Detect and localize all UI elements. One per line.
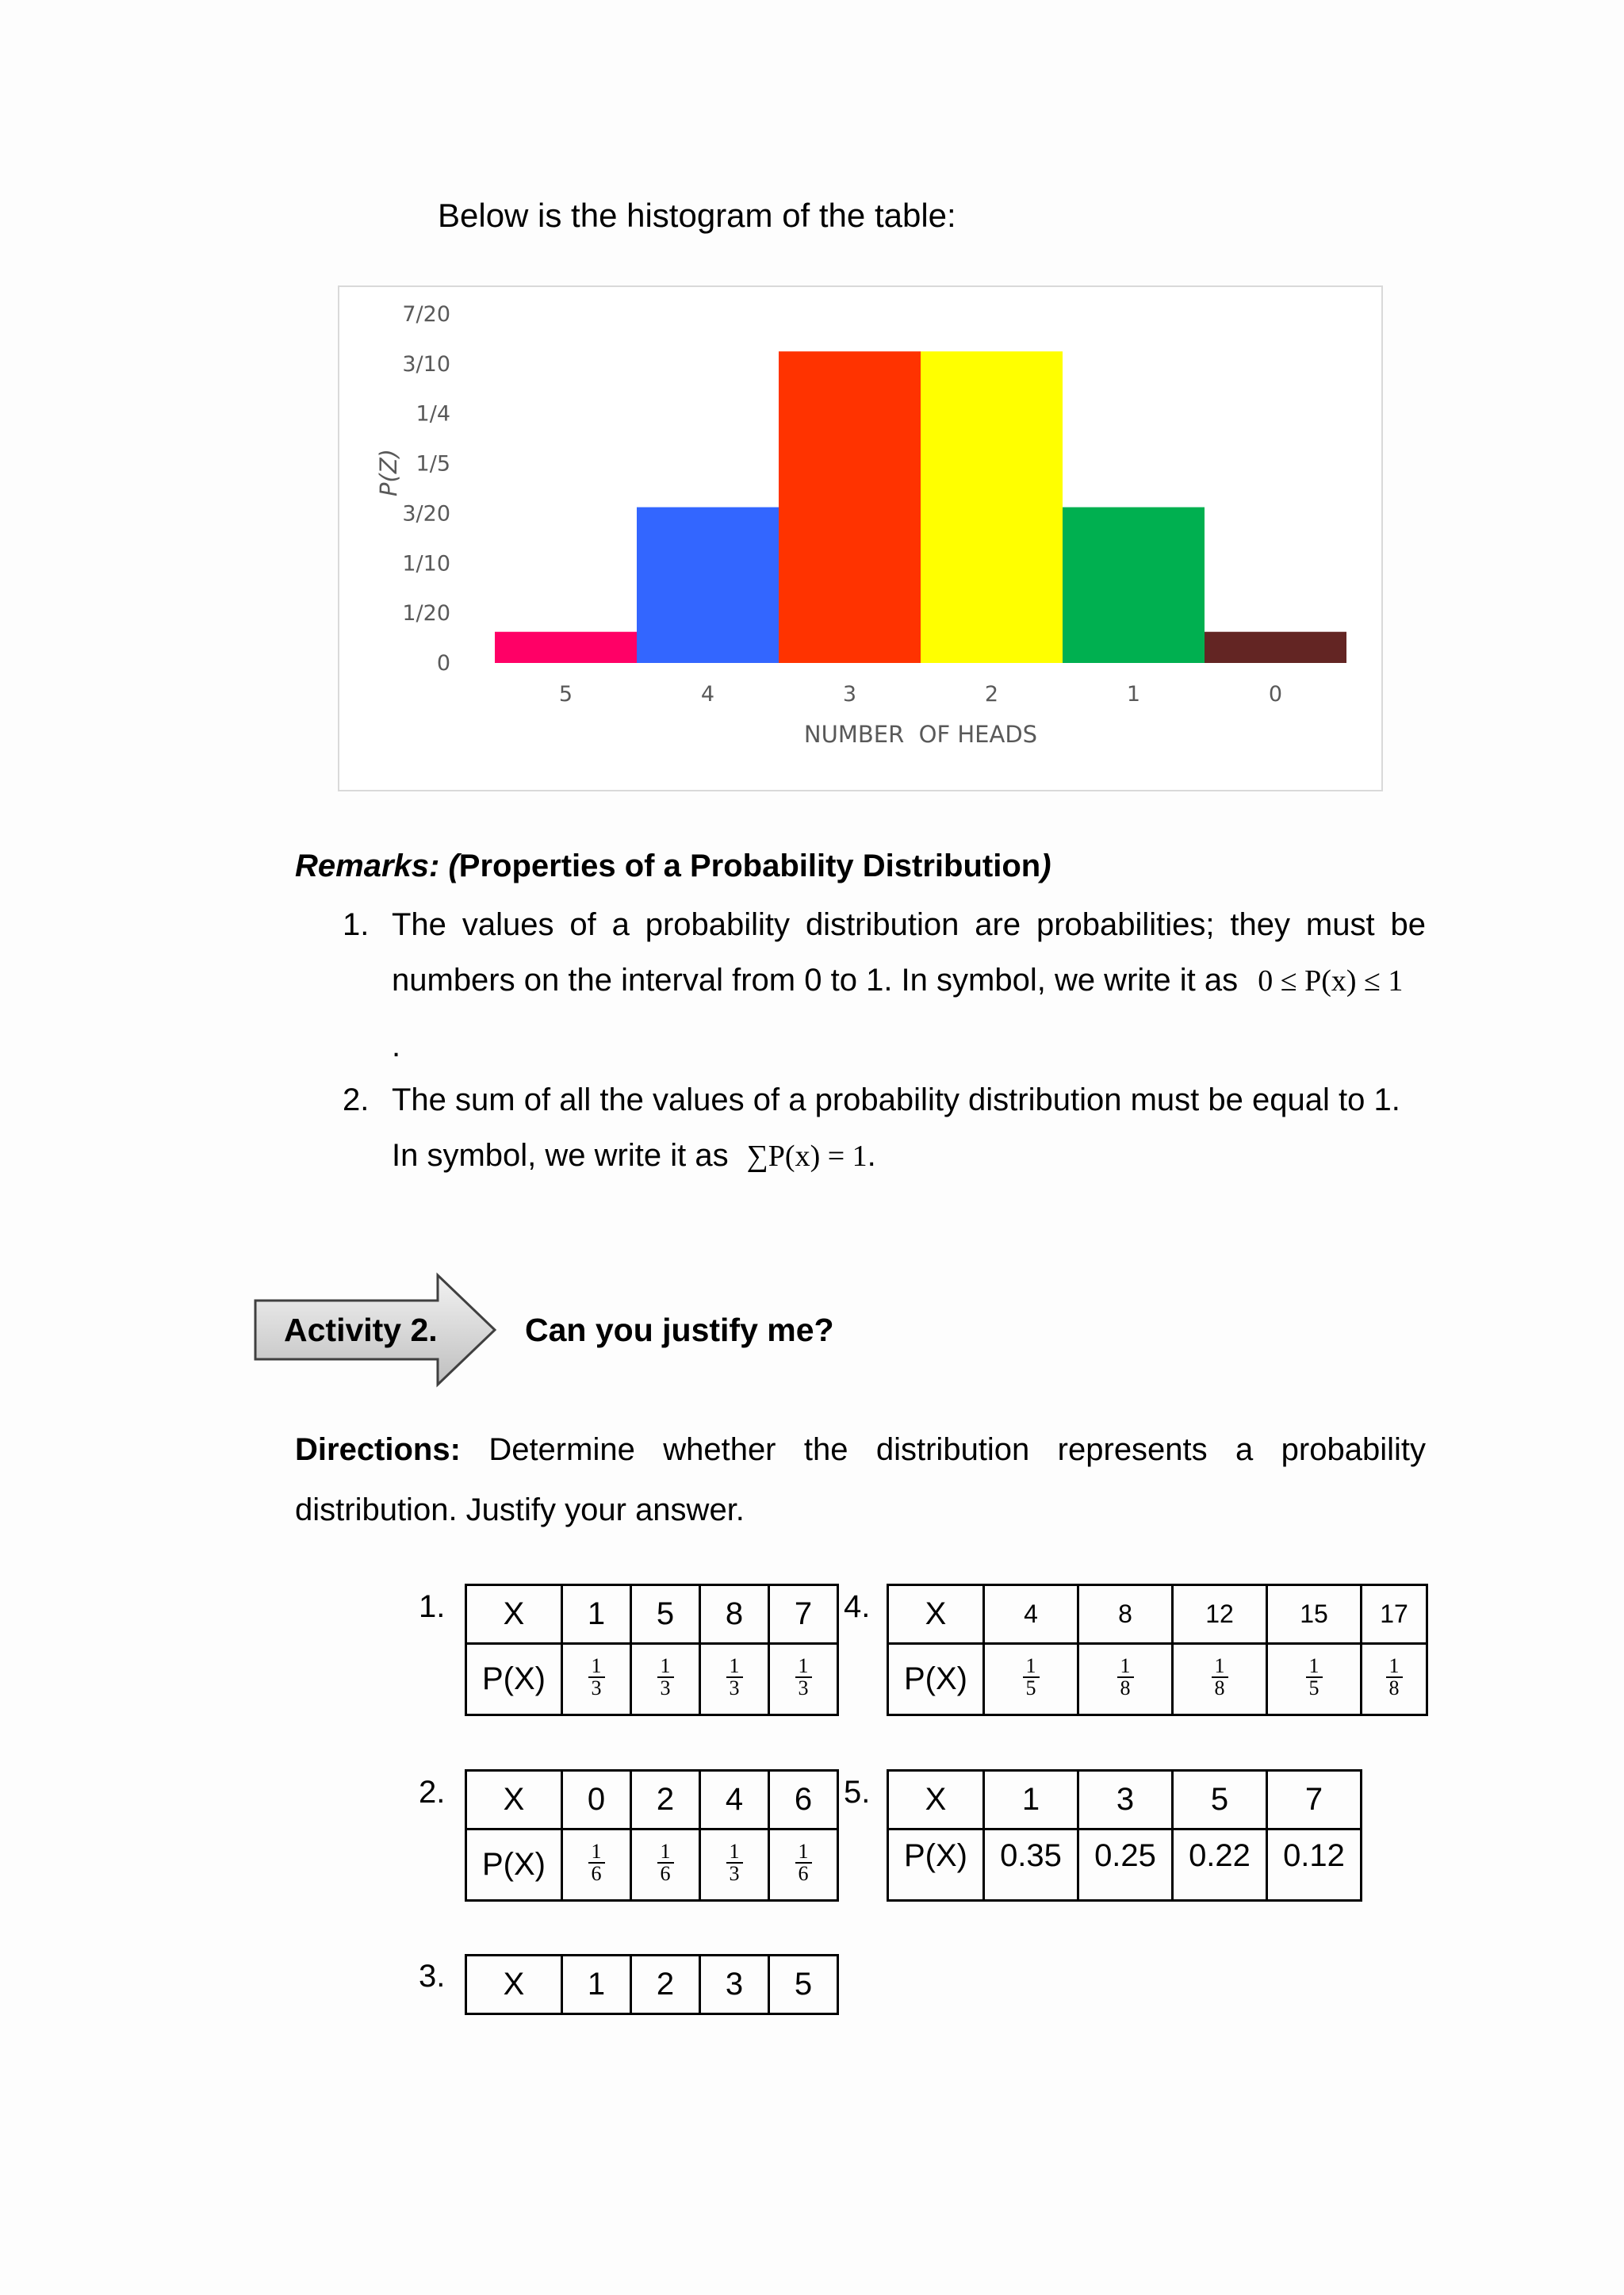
fraction-denominator: 3 — [729, 1862, 740, 1885]
table-1-px-cell — [700, 1644, 769, 1715]
fraction — [1386, 1656, 1403, 1699]
fraction-numerator: 1 — [657, 1656, 674, 1678]
table-1-x-cell: 7 — [769, 1585, 838, 1644]
table-4-x-label: X — [888, 1585, 984, 1644]
table-4-x-cell: 15 — [1267, 1585, 1362, 1644]
histogram-chart — [338, 285, 1383, 791]
table-5-px-cell: 0.22 — [1173, 1829, 1267, 1901]
x-tick-label: 4 — [700, 682, 715, 707]
fraction — [1212, 1656, 1228, 1699]
y-tick-label: 3/20 — [402, 501, 450, 527]
table-4-px-label: P(X) — [888, 1644, 984, 1715]
table-4-x-cell: 8 — [1078, 1585, 1173, 1644]
fraction — [726, 1656, 743, 1699]
fraction-denominator: 6 — [798, 1862, 809, 1885]
table-3-x-cell: 1 — [562, 1956, 631, 2014]
table-5 — [887, 1769, 1362, 1902]
table-3-x-cell: 3 — [700, 1956, 769, 2014]
fraction — [726, 1841, 743, 1884]
table-4-number: 4. — [844, 1589, 871, 1624]
table-5-px-cell: 0.12 — [1267, 1829, 1362, 1901]
table-1-px-cell — [562, 1644, 631, 1715]
table-5-x-cell: 1 — [984, 1771, 1078, 1829]
fraction-numerator: 1 — [1117, 1656, 1134, 1678]
remark-2-line1: The sum of all the values of a probability distribution must be equal to 1. — [392, 1082, 1400, 1117]
histogram-bar — [1205, 632, 1346, 663]
table-1-px-label: P(X) — [466, 1644, 562, 1715]
table-2-px-cell — [562, 1829, 631, 1901]
table-2-number: 2. — [419, 1775, 446, 1810]
histogram-bar — [495, 632, 637, 663]
table-4-px-cell — [1173, 1644, 1267, 1715]
table-2-x-cell: 6 — [769, 1771, 838, 1829]
table-3-number: 3. — [419, 1959, 446, 1994]
table-3-x-label: X — [466, 1956, 562, 2014]
x-tick-label: 5 — [558, 682, 573, 707]
table-4 — [887, 1584, 1428, 1716]
fraction-numerator: 1 — [657, 1841, 674, 1864]
table-2-px-cell — [769, 1829, 838, 1901]
fraction-numerator: 1 — [726, 1841, 743, 1864]
remarks-title-prefix: Remarks: ( — [295, 849, 459, 883]
x-tick-label: 2 — [984, 682, 999, 707]
table-2-px-cell — [631, 1829, 700, 1901]
table-5-px-cell: 0.35 — [984, 1829, 1078, 1901]
fraction-numerator: 1 — [795, 1656, 812, 1678]
table-1-x-cell: 8 — [700, 1585, 769, 1644]
fraction — [795, 1656, 812, 1699]
remark-2-formula: ∑P(x) = 1 — [746, 1140, 868, 1173]
table-2-x-cell: 4 — [700, 1771, 769, 1829]
remarks-title — [295, 849, 1051, 884]
table-5-px-label: P(X) — [888, 1829, 984, 1901]
table-1-number: 1. — [419, 1589, 446, 1624]
table-4-x-cell: 17 — [1362, 1585, 1427, 1644]
fraction-numerator: 1 — [795, 1841, 812, 1864]
fraction-denominator: 6 — [591, 1862, 602, 1885]
table-3-x-cell: 5 — [769, 1956, 838, 2014]
fraction-denominator: 5 — [1025, 1676, 1036, 1699]
fraction-numerator: 1 — [1023, 1656, 1040, 1678]
fraction-numerator: 1 — [726, 1656, 743, 1678]
remark-1-period: . — [392, 1029, 401, 1063]
fraction-denominator: 8 — [1214, 1676, 1225, 1699]
table-2-x-cell: 0 — [562, 1771, 631, 1829]
remark-1-line2 — [392, 952, 1403, 1009]
remark-2-number: 2. — [343, 1082, 370, 1117]
table-5-x-cell: 3 — [1078, 1771, 1173, 1829]
remark-1-number: 1. — [343, 907, 370, 942]
table-2-px-label: P(X) — [466, 1829, 562, 1901]
table-1-px-cell — [631, 1644, 700, 1715]
fraction-numerator: 1 — [588, 1841, 605, 1864]
fraction-denominator: 3 — [729, 1676, 740, 1699]
table-4-px-cell — [1078, 1644, 1173, 1715]
table-5-px-cell: 0.25 — [1078, 1829, 1173, 1901]
table-3-x-cell: 2 — [631, 1956, 700, 2014]
fraction-denominator: 3 — [798, 1676, 809, 1699]
fraction — [1306, 1656, 1323, 1699]
intro-text: Below is the histogram of the table: — [438, 197, 956, 234]
table-1-x-cell: 5 — [631, 1585, 700, 1644]
y-tick-label: 1/10 — [402, 551, 450, 577]
fraction-numerator: 1 — [1212, 1656, 1228, 1678]
histogram-svg — [339, 287, 1381, 790]
table-1 — [465, 1584, 839, 1716]
y-axis-label: P(Z) — [375, 449, 402, 496]
histogram-bar — [921, 351, 1063, 663]
table-4-x-cell: 4 — [984, 1585, 1078, 1644]
directions-text: Determine whether the distribution represents a probability distribution. Justify your answer. — [295, 1432, 1426, 1527]
activity-title: Can you justify me? — [525, 1312, 834, 1348]
fraction-denominator: 8 — [1388, 1676, 1400, 1699]
x-tick-label: 0 — [1268, 682, 1283, 707]
fraction — [795, 1841, 812, 1884]
fraction-numerator: 1 — [588, 1656, 605, 1678]
fraction-numerator: 1 — [1386, 1656, 1403, 1678]
fraction — [1117, 1656, 1134, 1699]
histogram-bar — [779, 351, 921, 663]
fraction-denominator: 6 — [660, 1862, 671, 1885]
x-axis-label: NUMBER OF HEADS — [803, 721, 1038, 748]
activity-label: Activity 2. — [284, 1312, 438, 1348]
table-5-x-label: X — [888, 1771, 984, 1829]
table-2 — [465, 1769, 839, 1902]
x-tick-label: 3 — [842, 682, 857, 707]
remark-1-formula: 0 ≤ P(x) ≤ 1 — [1258, 964, 1404, 998]
fraction-denominator: 8 — [1120, 1676, 1131, 1699]
histogram-bar — [1063, 508, 1205, 663]
table-1-px-cell — [769, 1644, 838, 1715]
x-tick-label: 1 — [1126, 682, 1141, 707]
y-tick-label: 1/5 — [416, 451, 450, 477]
fraction-numerator: 1 — [1306, 1656, 1323, 1678]
table-2-px-cell — [700, 1829, 769, 1901]
fraction-denominator: 3 — [660, 1676, 671, 1699]
table-2-x-cell: 2 — [631, 1771, 700, 1829]
table-4-px-cell — [1267, 1644, 1362, 1715]
histogram-bar — [637, 508, 779, 663]
fraction — [657, 1841, 674, 1884]
remark-1-line1: The values of a probability distribution are probabilities; they must be — [392, 907, 1426, 942]
fraction-denominator: 5 — [1308, 1676, 1320, 1699]
directions-paragraph — [295, 1420, 1426, 1540]
remark-1-line2-text: numbers on the interval from 0 to 1. In symbol, we write it as — [392, 963, 1239, 998]
directions-label: Directions: — [295, 1432, 461, 1467]
fraction-denominator: 3 — [591, 1676, 602, 1699]
fraction — [588, 1656, 605, 1699]
y-tick-label: 1/20 — [402, 601, 450, 626]
table-5-number: 5. — [844, 1775, 871, 1810]
remark-2-period: . — [867, 1138, 876, 1173]
y-tick-label: 3/10 — [402, 351, 450, 377]
y-tick-label: 7/20 — [402, 302, 450, 327]
table-5-x-cell: 7 — [1267, 1771, 1362, 1829]
table-1-x-label: X — [466, 1585, 562, 1644]
remarks-title-main: Properties of a Probability Distribution — [458, 849, 1041, 883]
remark-2-line2 — [392, 1128, 876, 1184]
table-4-x-cell: 12 — [1173, 1585, 1267, 1644]
remark-2-line2-text: In symbol, we write it as — [392, 1138, 729, 1173]
table-4-px-cell — [984, 1644, 1078, 1715]
table-2-x-label: X — [466, 1771, 562, 1829]
y-tick-label: 1/4 — [416, 401, 450, 427]
remarks-title-suffix: ) — [1040, 849, 1051, 883]
fraction — [588, 1841, 605, 1884]
fraction — [1023, 1656, 1040, 1699]
table-3 — [465, 1954, 839, 2015]
table-5-x-cell: 5 — [1173, 1771, 1267, 1829]
table-1-x-cell: 1 — [562, 1585, 631, 1644]
table-4-px-cell — [1362, 1644, 1427, 1715]
fraction — [657, 1656, 674, 1699]
y-tick-label: 0 — [436, 651, 450, 676]
